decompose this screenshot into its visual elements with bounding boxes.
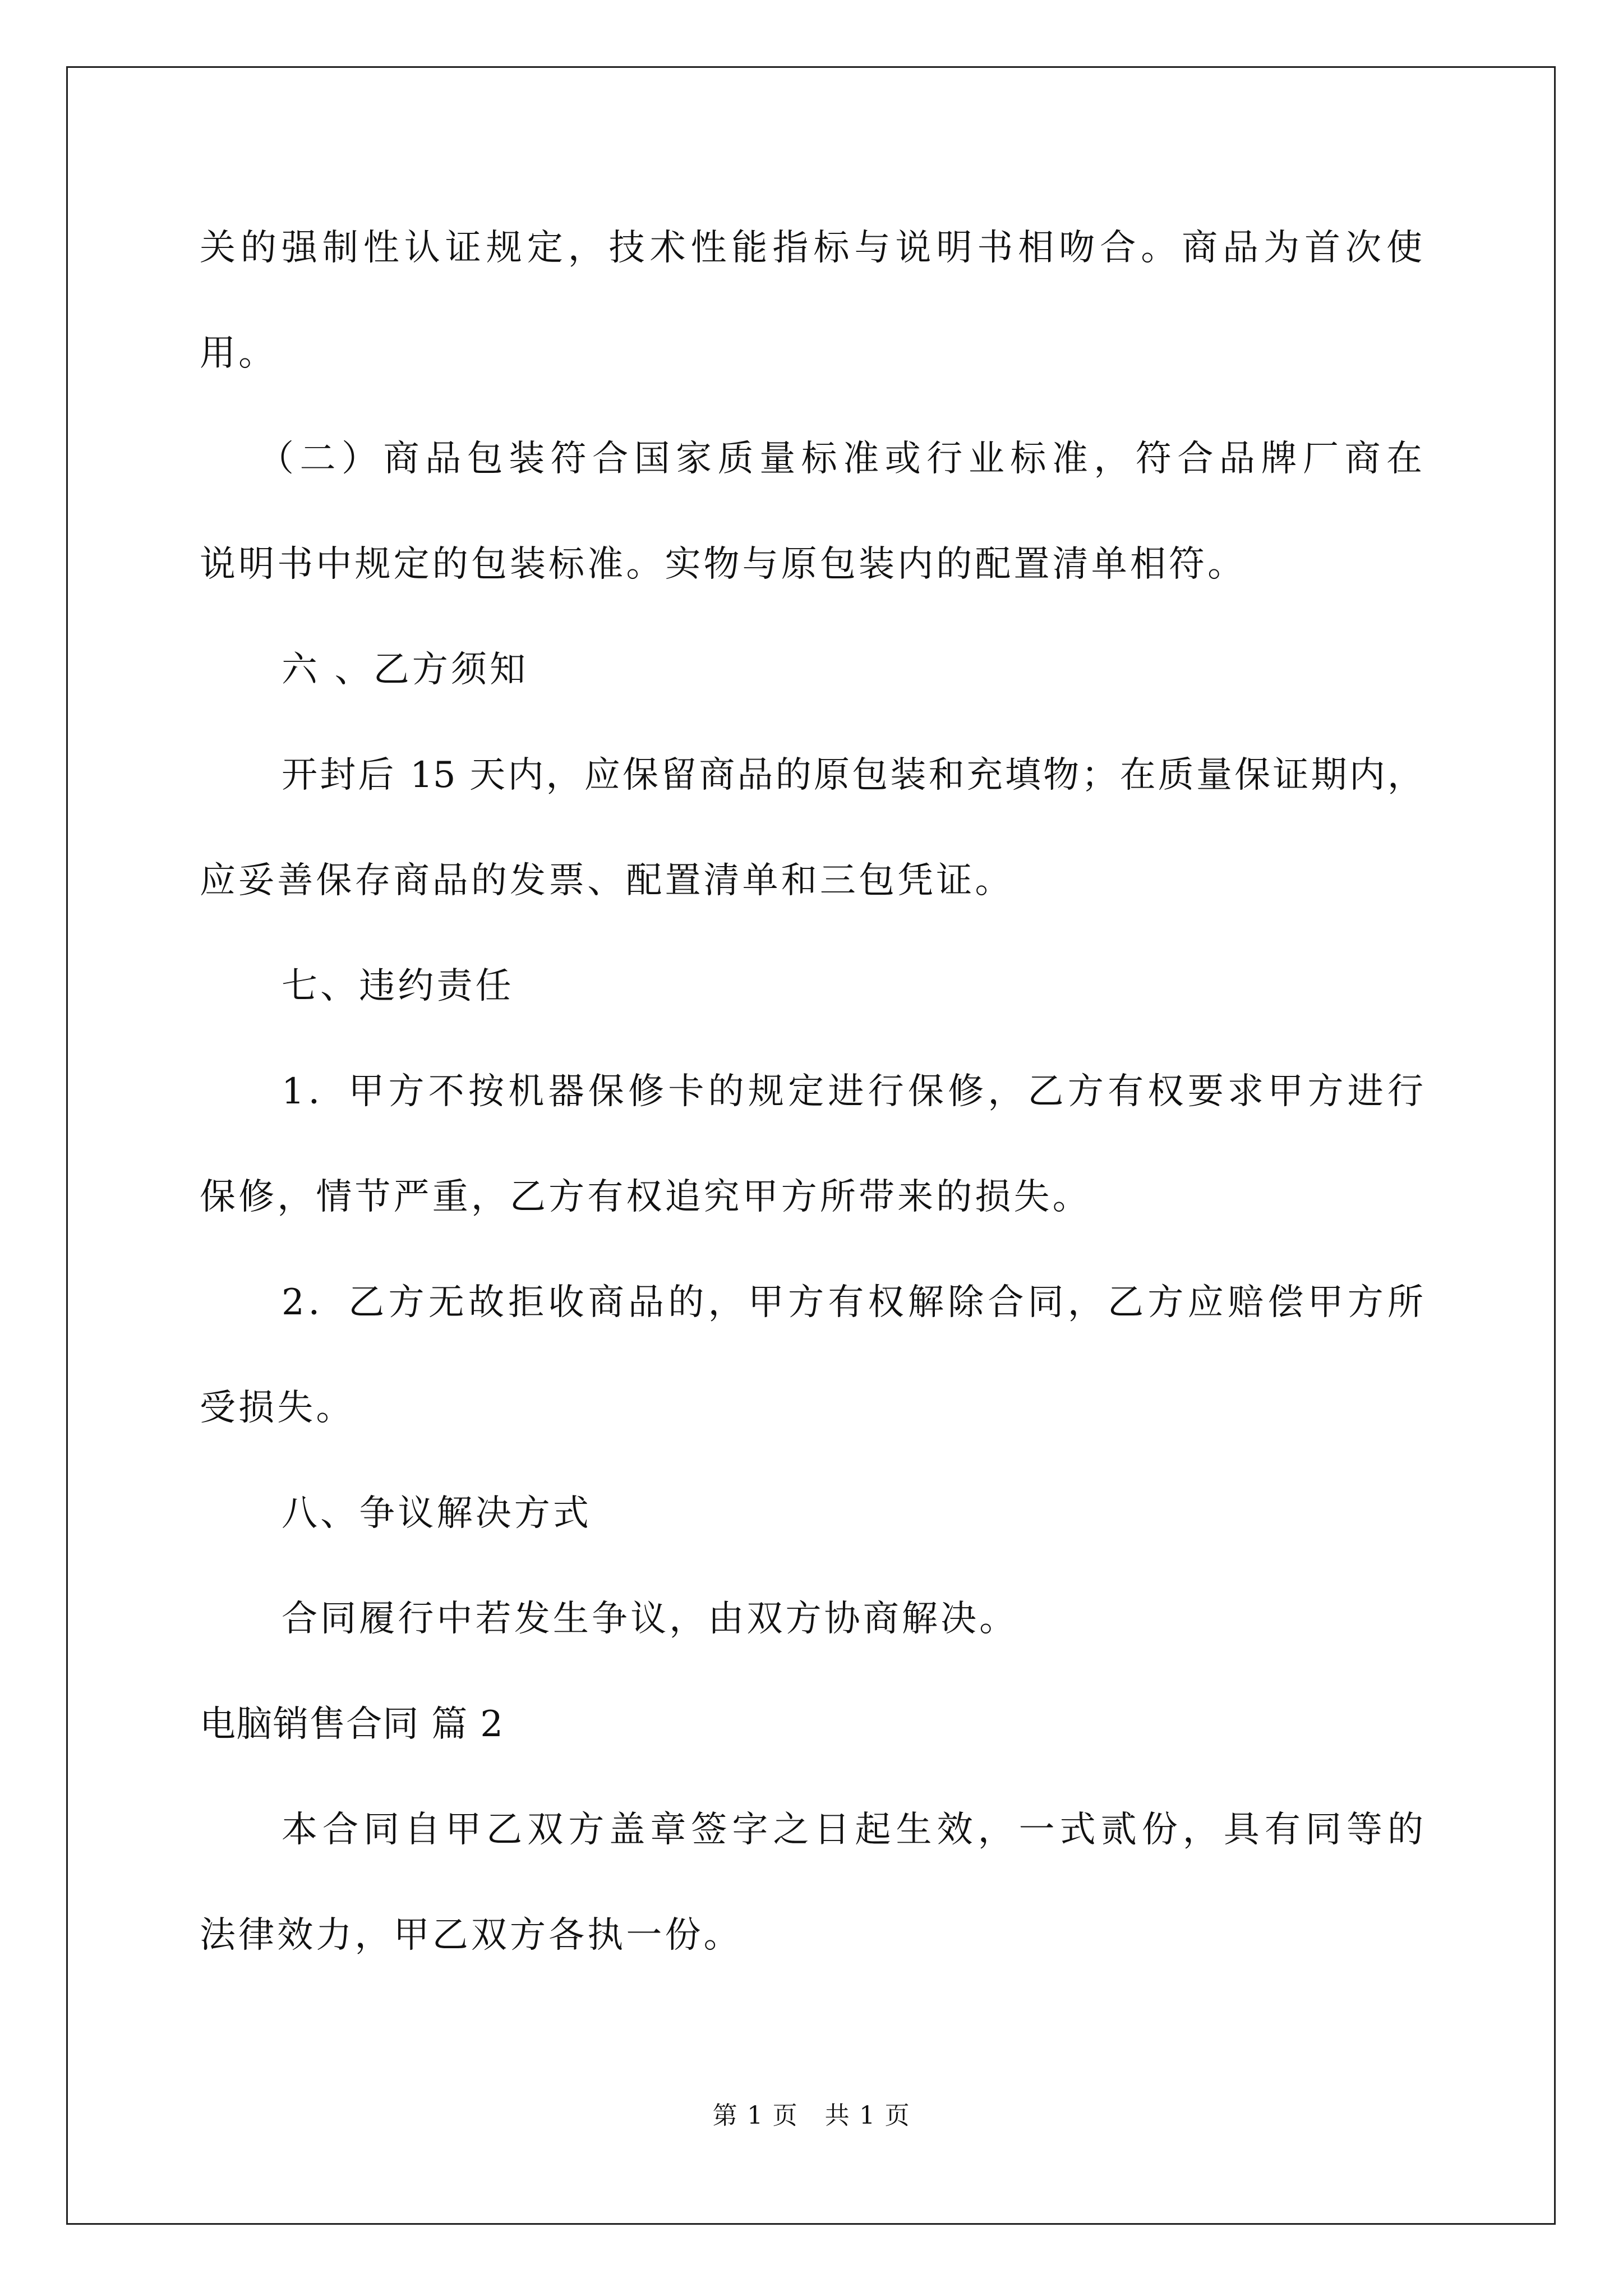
page-border bbox=[66, 66, 1556, 2225]
body-line-9: 1．甲方不按机器保修卡的规定进行保修，乙方有权要求甲方进行 bbox=[282, 1071, 1423, 1112]
body-line-3: （二）商品包装符合国家质量标准或行业标准，符合品牌厂商在 bbox=[258, 438, 1422, 480]
body-line-14: 合同履行中若发生争议，由双方协商解决。 bbox=[282, 1598, 1018, 1640]
body-line-4: 说明书中规定的包装标准。实物与原包装内的配置清单相符。 bbox=[200, 544, 1247, 585]
section-heading-six: 六 、乙方须知 bbox=[282, 649, 529, 691]
body-line-16: 本合同自甲乙双方盖章签字之日起生效，一式贰份，具有同等的 bbox=[282, 1809, 1423, 1851]
body-line-11: 2．乙方无故拒收商品的，甲方有权解除合同，乙方应赔偿甲方所 bbox=[282, 1282, 1423, 1323]
body-line-2: 用。 bbox=[200, 333, 278, 374]
document-title-part-2: 电脑销售合同 篇 2 bbox=[200, 1704, 504, 1745]
body-line-6: 开封后 15 天内，应保留商品的原包装和充填物；在质量保证期内， bbox=[282, 754, 1423, 796]
body-line-17: 法律效力，甲乙双方各执一份。 bbox=[200, 1915, 743, 1956]
body-line-1: 关的强制性认证规定，技术性能指标与说明书相吻合。商品为首次使 bbox=[200, 227, 1422, 269]
body-line-10: 保修，情节严重，乙方有权追究甲方所带来的损失。 bbox=[200, 1176, 1091, 1218]
section-heading-eight: 八、争议解决方式 bbox=[282, 1493, 592, 1534]
page-number-footer: 第 1 页 共 1 页 bbox=[712, 2101, 911, 2130]
body-line-12: 受损失。 bbox=[200, 1387, 355, 1429]
section-heading-seven: 七、违约责任 bbox=[282, 965, 514, 1007]
body-line-7: 应妥善保存商品的发票、配置清单和三包凭证。 bbox=[200, 860, 1014, 901]
